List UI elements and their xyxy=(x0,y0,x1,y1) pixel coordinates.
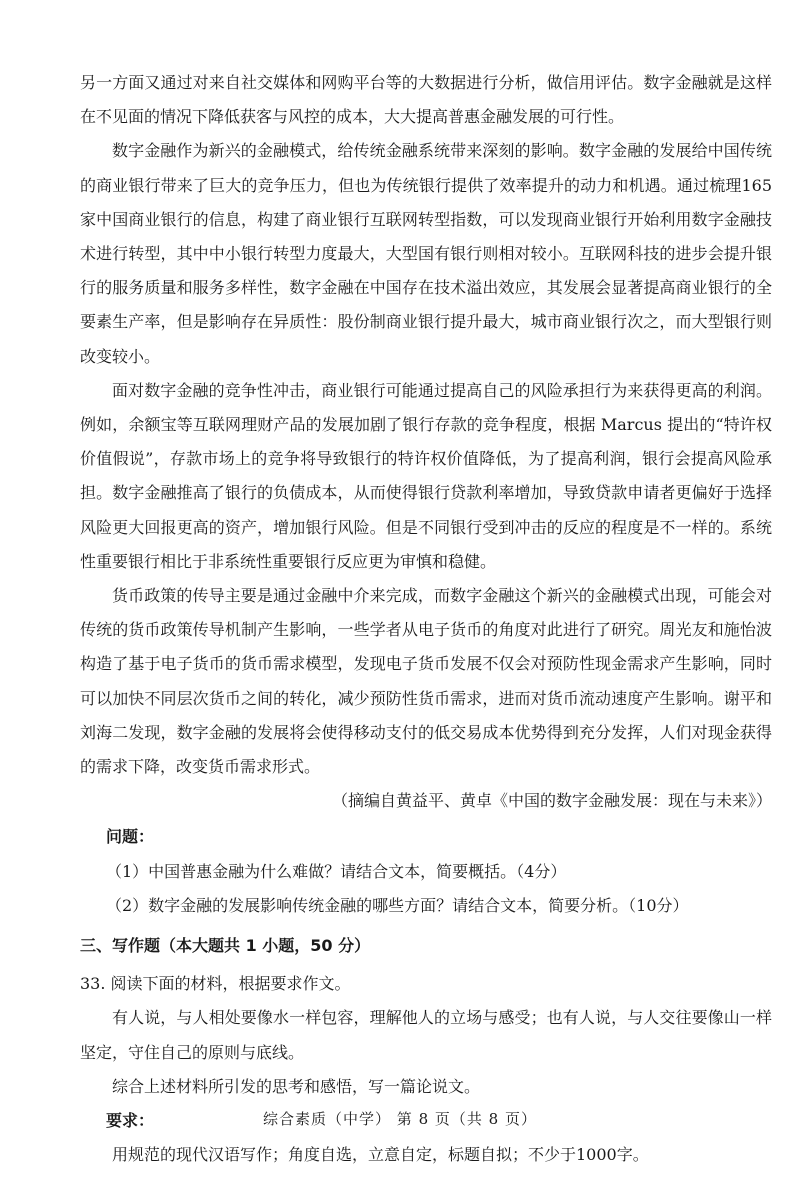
writing-task: 33. 阅读下面的材料，根据要求作文。 xyxy=(80,974,351,994)
section-heading-writing: 三、写作题（本大题共 1 小题，50 分） xyxy=(80,936,371,956)
requirement-title: 要求： xyxy=(106,1111,155,1131)
source-citation: （摘编自黄益平、黄卓《中国的数字金融发展：现在与未来》） xyxy=(331,791,772,811)
requirement-text: 用规范的现代汉语写作；角度自选，立意自定，标题自拟；不少于1000字。 xyxy=(112,1145,649,1165)
page-content xyxy=(80,66,772,1173)
writing-prompt: 综合上述材料所引发的思考和感悟，写一篇论说文。 xyxy=(112,1076,481,1096)
paragraph-digital-finance-impact: 数字金融作为新兴的金融模式，给传统金融系统带来深刻的影响。数字金融的发展给中国传统的商业银行带来了巨大的竞争压力，但也为传统银行提供了效率提升的动力和机遇。通过梳理165家中国商业银行的信息，构建了商业银行互联网转型指数，可以发现商业银行开始利用数字金融技术进行转型，其中中小银行转型力度最大，大型国有银行则相对较小。互联网科技的进步会提升银行的服务质量和服务多样性，数字金融在中国存在技术溢出效应，其发展会显著提高商业银行的全要素生产率，但是影响存在异质性：股份制商业银行提升最大，城市商业银行次之，而大型银行则改变较小。 xyxy=(80,141,772,366)
question-item-1: （1）中国普惠金融为什么难做？请结合文本，简要概括。（4分） xyxy=(106,861,567,881)
paragraph-risk-taking: 面对数字金融的竞争性冲击，商业银行可能通过提高自己的风险承担行为来获得更高的利润。例如，余额宝等互联网理财产品的发展加剧了银行存款的竞争程度，根据 Marcus 提出的“特许权价值假说”，存款市场上的竞争将导致银行的特许权价值降低，为了提高利润，银行会提高风险承担。数字金融推高了银行的负债成本，从而使得银行贷款利率增加，导致贷款申请者更偏好于选择风险更大回报更高的资产，增加银行风险。但是不同银行受到冲击的反应的程度是不一样的。系统性重要银行相比于非系统性重要银行反应更为审慎和稳健。 xyxy=(80,380,772,571)
questions-title: 问题： xyxy=(106,827,155,847)
question-item-2: （2）数字金融的发展影响传统金融的哪些方面？请结合文本，简要分析。（10分） xyxy=(106,895,689,915)
paragraph-monetary-policy: 货币政策的传导主要是通过金融中介来完成，而数字金融这个新兴的金融模式出现，可能会对传统的货币政策传导机制产生影响，一些学者从电子货币的角度对此进行了研究。周光友和施怡波构造了基于电子货币的货币需求模型，发现电子货币发展不仅会对预防性现金需求产生影响，同时可以加快不同层次货币之间的转化，减少预防性货币需求，进而对货币流动速度产生影响。谢平和刘海二发现，数字金融的发展将会使得移动支付的低交易成本优势得到充分发挥，人们对现金获得的需求下降，改变货币需求形式。 xyxy=(80,586,772,777)
paragraph-continued: 另一方面又通过对来自社交媒体和网购平台等的大数据进行分析，做信用评估。数字金融就是这样在不见面的情况下降低获客与风控的成本，大大提高普惠金融发展的可行性。 xyxy=(80,73,772,127)
writing-material: 有人说，与人相处要像水一样包容，理解他人的立场与感受；也有人说，与人交往要像山一样坚定，守住自己的原则与底线。 xyxy=(80,1008,772,1062)
page-footer: 综合素质（中学） 第 8 页（共 8 页） xyxy=(263,1110,537,1128)
